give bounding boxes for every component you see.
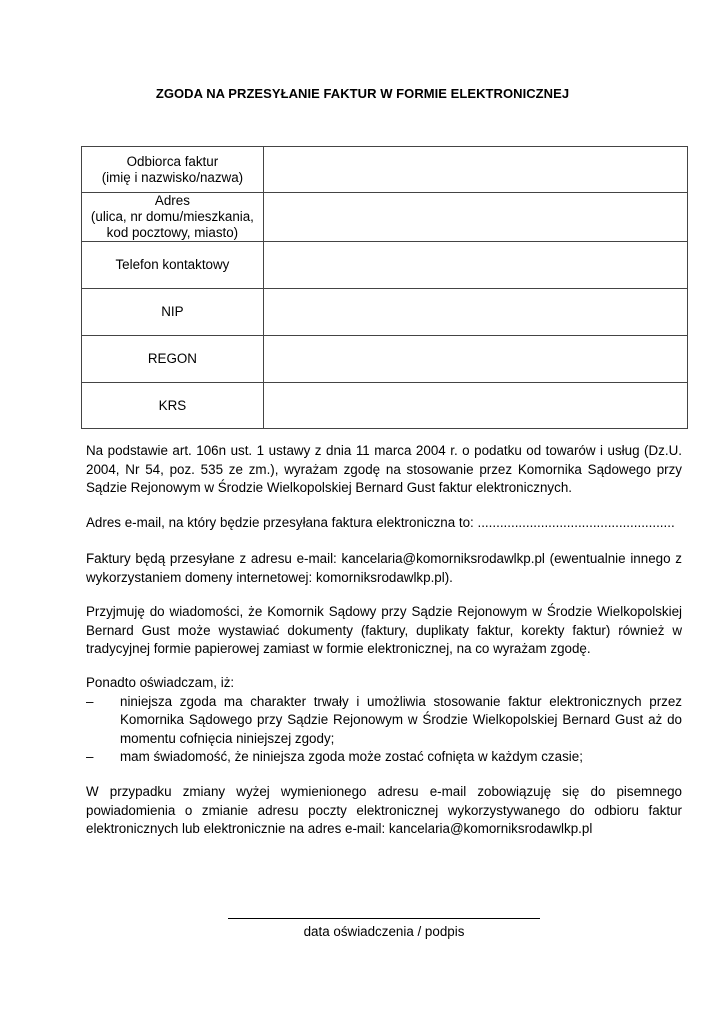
signature-caption: data oświadczenia / podpis: [303, 924, 465, 939]
recipient-data-table: [81, 146, 688, 429]
list-item: [86, 748, 682, 767]
recipient-field[interactable]: [263, 147, 687, 193]
table-row-regon: [82, 336, 688, 383]
change-notice-paragraph: W przypadku zmiany wyżej wymienionego adresu e-mail zobowiązuję się do pisemnego powiadomienia o zmianie adresu poczty elektronicznej wykorzystywanego do odbioru faktur elektronicznych lub elektronicznie na adres e-mail: kancelaria@komorniksrodawlkp.pl: [86, 784, 682, 837]
label-line: Odbiorca faktur: [126, 153, 219, 169]
label-line: (imię i nazwisko/nazwa): [101, 169, 244, 185]
label-address: [82, 193, 264, 242]
declaration-intro: Ponadto oświadczam, iż:: [86, 675, 235, 690]
legal-basis-paragraph: Na podstawie art. 106n ust. 1 ustawy z dnia 11 marca 2004 r. o podatku od towarów i usług (Dz.U. 2004, Nr 54, poz. 535 ze zm.), wyrażam zgodę na stosowanie przez Komornika Sądowego przy Sądzie Rejonowym w Środzie Wielkopolskiej Bernard Gust faktur elektronicznych.: [86, 443, 682, 496]
list-item: [86, 693, 682, 749]
table-row-phone: [82, 242, 688, 289]
dash-bullet: –: [86, 749, 94, 765]
declaration-text: niniejsza zgoda ma charakter trwały i umożliwia stosowanie faktur elektronicznych przez Komornika Sądowego przy Sądzie Rejonowym w Środzie Wielkopolskiej Bernard Gust aż do momentu cofnięcia niniejszej zgody;: [120, 693, 682, 746]
declarations-list: [86, 693, 682, 767]
sender-info-paragraph: Faktury będą przesyłane z adresu e-mail: kancelaria@komorniksrodawlkp.pl (ewentualnie innego z wykorzystaniem domeny internetowej: komorniksrodawlkp.pl).: [86, 551, 682, 585]
email-prompt-paragraph: Adres e-mail, na który będzie przesyłana faktura elektroniczna to: .....................................................: [86, 515, 675, 530]
label-line: Adres: [154, 193, 190, 208]
declarations-section: [86, 674, 682, 767]
phone-field[interactable]: [263, 242, 687, 289]
table-row-recipient: [82, 147, 688, 193]
label-krs: KRS: [82, 383, 264, 429]
krs-field[interactable]: [263, 383, 687, 429]
nip-field[interactable]: [263, 289, 687, 336]
label-line: (ulica, nr domu/mieszkania,: [90, 209, 254, 224]
label-line: kod pocztowy, miasto): [106, 225, 239, 240]
dash-bullet: –: [86, 693, 94, 709]
signature-line: [228, 918, 540, 919]
label-recipient: [82, 147, 264, 193]
document-title: ZGODA NA PRZESYŁANIE FAKTUR W FORMIE ELEKTRONICZNEJ: [155, 86, 570, 101]
label-nip: NIP: [82, 289, 264, 336]
label-regon: REGON: [82, 336, 264, 383]
table-row-address: [82, 193, 688, 242]
table-row-krs: [82, 383, 688, 429]
address-field[interactable]: [263, 193, 687, 242]
label-phone: Telefon kontaktowy: [82, 242, 264, 289]
regon-field[interactable]: [263, 336, 687, 383]
paper-notice-paragraph: Przyjmuję do wiadomości, że Komornik Sądowy przy Sądzie Rejonowym w Środzie Wielkopolskiej Bernard Gust może wystawiać dokumenty (faktury, duplikaty faktur, korekty faktur) również w tradycyjnej formie papierowej zamiast w formie elektronicznej, na co wyrażam zgodę.: [86, 604, 682, 657]
declaration-text: mam świadomość, że niniejsza zgoda może zostać cofnięta w każdym czasie;: [120, 749, 583, 765]
table-row-nip: [82, 289, 688, 336]
